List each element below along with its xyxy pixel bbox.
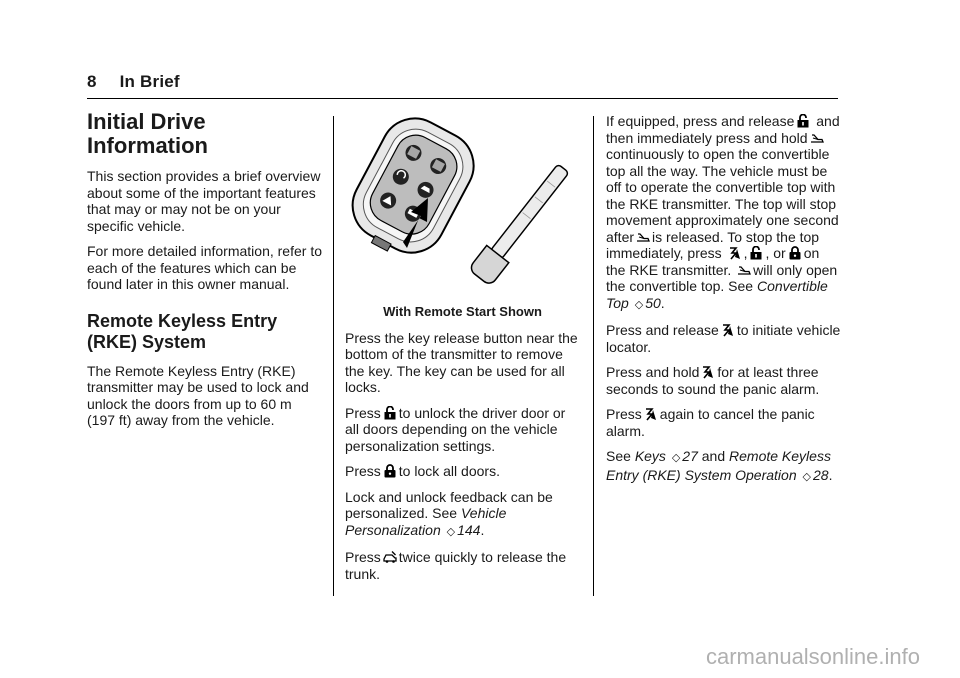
main-heading: Initial Drive Information [87,109,208,158]
panic-icon [701,365,715,379]
keys-link[interactable]: Keys [634,448,666,464]
page-ref[interactable]: 28 [812,466,829,483]
reference-arrow-icon: ◇ [671,451,681,464]
column-middle [345,112,580,591]
unlock-icon [749,246,763,260]
feedback-paragraph: Lock and unlock feedback can be personalized. See Vehicle Personalization ◇ 144. [345,488,553,538]
panic-icon [728,246,742,260]
page-ref[interactable]: 27 [682,448,698,464]
see-also-paragraph: See Keys ◇ 27 and Remote Keyless Entry (RKE) System Operation ◇ 28. [606,448,833,483]
figure-caption: With Remote Start Shown [383,304,542,319]
trunk-paragraph: Press twice quickly to release the trunk. [345,549,567,582]
convertible-top-icon [737,263,751,277]
panic-paragraph: Press and hold for at least three seconds to sound the panic alarm. [606,364,820,397]
watermark: carmanualsonline.info [705,644,920,669]
unlock-paragraph: Press to unlock the driver door or all doors depending on the vehicle personalization settings. [345,404,566,454]
page-number: 8 [87,72,97,91]
reference-arrow-icon: ◇ [446,524,456,538]
rke-heading: Remote Keyless Entry (RKE) System [87,310,278,352]
section-title: In Brief [119,72,180,91]
column-left [87,110,322,438]
column-divider-1 [333,116,334,596]
key-release-paragraph: Press the key release button near the bottom of the transmitter to remove the key. The key can be used for all locks. [345,329,578,395]
key-blade [468,160,575,286]
cancel-panic-paragraph: Press again to cancel the panic alarm. [606,406,815,439]
page-ref[interactable]: 144 [457,521,481,538]
intro-paragraph: This section provides a brief overview about some of the important features that may or may not be on your specific vehicle. [87,168,321,234]
rke-paragraph: The Remote Keyless Entry (RKE) transmitter may be used to lock and unlock the doors from up to 60 m (197 ft) away from the vehicle. [87,362,309,428]
column-divider-2 [593,116,594,596]
convertible-top-link[interactable]: Convertible Top [606,278,828,311]
column-right [606,113,841,494]
locator-paragraph: Press and release to initiate vehicle locator. [606,322,841,355]
reference-arrow-icon: ◇ [634,297,644,311]
key-fob-illustration [345,112,580,298]
page-header [87,72,180,92]
convertible-top-icon [810,131,824,145]
trunk-icon [383,550,397,564]
panic-icon [721,323,735,337]
page-ref[interactable]: 50 [645,294,661,311]
unlock-icon [383,406,397,420]
lock-icon [383,464,397,478]
reference-arrow-icon: ◇ [802,469,811,483]
unlock-icon [796,114,810,128]
fob-body [345,112,486,270]
panic-icon [644,407,658,421]
vehicle-personalization-link[interactable]: Vehicle Personalization [345,505,507,538]
lock-paragraph: Press to lock all doors. [345,463,500,479]
header-divider [87,98,838,99]
convertible-paragraph: If equipped, press and release and then immediately press and hold continuously to open the convertible top all the way. The vehicle must be off to operate the convertible top with the RKE transmitter. The top will stop movement approximately one second after is released. To stop the top immediately, press , , or on the RKE transmitter. will only open the convertible top. See Convertible Top ◇ 50. [606,113,840,311]
lock-icon [788,246,802,260]
rke-operation-link[interactable]: Remote Keyless Entry (RKE) System Operation [606,448,831,483]
convertible-top-icon [636,230,650,244]
detail-paragraph: For more detailed information, refer to each of the features which can be found later in this owner manual. [87,243,322,292]
